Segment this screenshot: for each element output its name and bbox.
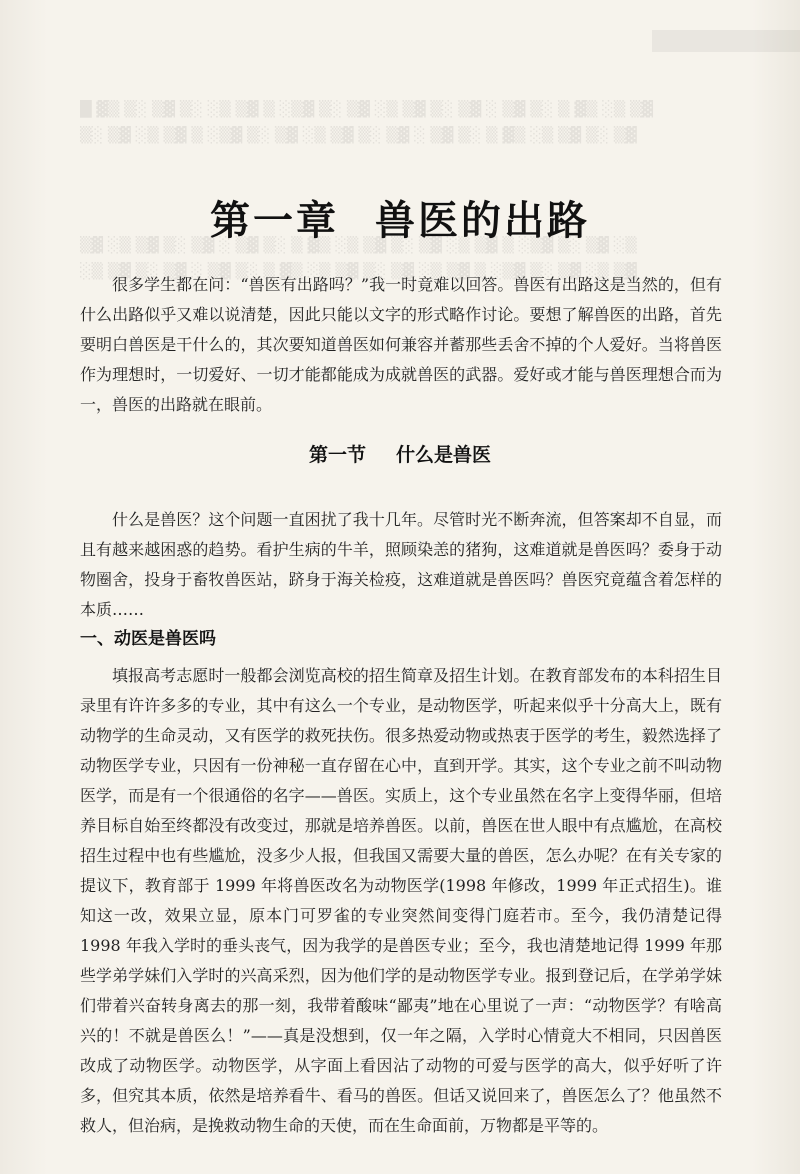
- chapter-title: 兽医的出路: [375, 197, 590, 244]
- bleed-through-text: ▒▓ ░▒ ▒▓ ▒░ ▒▓ ░ ▒▓ ▒░ ▒ ▓▒ ░▒ ▒▓ ▒░ ▒▓ ░▒ ▒▓ ▒ ░▒▓ ▒░ ▒▓ ░▒: [80, 236, 637, 254]
- chapter-number: 第一章: [210, 197, 339, 244]
- section-heading: [0, 440, 800, 467]
- bleed-through-text: ░▒ ▒▓ ▒░ ▒▓ ░ ▒▓ ▒░ ▒ ▓▒ ░▒ ▒▓ ▒░ ▒▓ ░▒ ▒▓ ▒ ░▒▓ ▒░ ▒▓ ░▒ ▒▓: [80, 262, 637, 280]
- page-corner-shadow: [652, 30, 800, 52]
- subsection-heading: 一、动医是兽医吗: [80, 629, 216, 649]
- chapter-heading: [0, 189, 800, 246]
- bleed-through-text: ▒░ ▒▓ ░▒ ▒▓ ▒ ░▒▓ ▒░ ▒▓ ░▒ ▒▓ ▒░ ▒▓ ░ ▒▓ ▒░ ▒ ▓▒ ░▒ ▒▓ ▒░ ▒▓: [80, 126, 637, 144]
- bleed-through-text: █ ▓▒ ▒░ ▒▓ ▒░ ░▒ ▒▓ ▒ ░▒▓ ▒░ ▒▓ ░▒ ▒▓ ▒░ ▒▓ ░ ▒▓ ▒░ ▒ ▓▒ ░▒ ▒▓: [80, 100, 654, 118]
- section-title: 什么是兽医: [396, 444, 492, 466]
- section-number: 第一节: [308, 444, 366, 466]
- section-intro-paragraph: 什么是兽医？这个问题一直困扰了我十几年。尽管时光不断奔流，但答案却不自显，而且有越来越困惑的趋势。看护生病的牛羊，照顾染恙的猪狗，这难道就是兽医吗？委身于动物圈舍，投身于畜牧兽医站，跻身于海关检疫，这难道就是兽医吗？兽医究竟蕴含着怎样的本质……: [80, 510, 722, 619]
- subsection-body-paragraph: 填报高考志愿时一般都会浏览高校的招生简章及招生计划。在教育部发布的本科招生目录里有许许多多的专业，其中有这么一个专业，是动物医学，听起来似乎十分高大上，既有动物学的生命灵动，又有医学的救死扶伤。很多热爱动物或热衷于医学的考生，毅然选择了动物医学专业，只因有一份神秘一直存留在心中，直到开学。其实，这个专业之前不叫动物医学，而是有一个很通俗的名字——兽医。实质上，这个专业虽然在名字上变得华丽，但培养目标自始至终都没有改变过，那就是培养兽医。以前，兽医在世人眼中有点尴尬，在高校招生过程中也有些尴尬，没多少人报，但我国又需要大量的兽医，怎么办呢？在有关专家的提议下，教育部于 1999 年将兽医改名为动物医学(1998 年修改，1999 年正式招生)。谁知这一改，效果立显，原本门可罗雀的专业突然间变得门庭若市。至今，我仍清楚记得 1998 年我入学时的垂头丧气，因为我学的是兽医专业；至今，我也清楚地记得 1999 年那些学弟学妹们入学时的兴高采烈，因为他们学的是动物医学专业。报到登记后，在学弟学妹们带着兴奋转身离去的那一刻，我带着酸味“鄙夷”地在心里说了一声：“动物医学？有啥高兴的！不就是兽医么！”——真是没想到，仅一年之隔，入学时心情竟大不相同，只因兽医改成了动物医学。动物医学，从字面上看因沾了动物的可爱与医学的高大，似乎好听了许多，但究其本质，依然是培养看牛、看马的兽医。但话又说回来了，兽医怎么了？他虽然不救人，但治病，是挽救动物生命的天使，而在生命面前，万物都是平等的。: [80, 666, 722, 1135]
- chapter-intro-paragraph: 很多学生都在问：“兽医有出路吗？”我一时竟难以回答。兽医有出路这是当然的，但有什么出路似乎又难以说清楚，因此只能以文字的形式略作讨论。要想了解兽医的出路，首先要明白兽医是干什么的，其次要知道兽医如何兼容并蓄那些丢舍不掉的个人爱好。当将兽医作为理想时，一切爱好、一切才能都能成为成就兽医的武器。爱好或才能与兽医理想合而为一，兽医的出路就在眼前。: [80, 275, 722, 414]
